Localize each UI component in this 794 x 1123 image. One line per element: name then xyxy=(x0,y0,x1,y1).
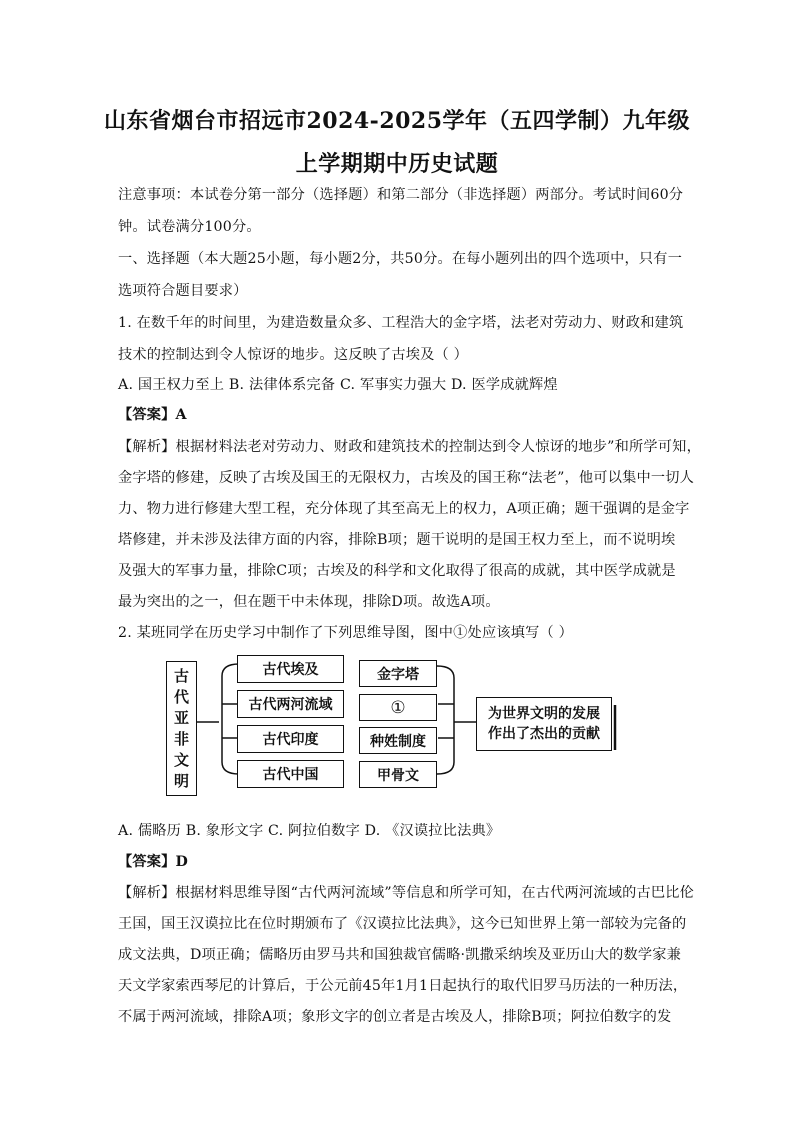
exam-title-line2: 上学期期中历史试题 xyxy=(295,151,499,177)
q1-analysis-line: 塔修建，并未涉及法律方面的内容，排除B项；题干说明的是国王权力至上，而不说明埃 xyxy=(118,532,676,548)
conclusion-line2: 作出了杰出的贡献 xyxy=(488,726,600,742)
section1-heading-line2: 选项符合题目要求） xyxy=(118,283,248,299)
civilization-box: 古代印度 xyxy=(237,725,344,753)
notice-line1: 注意事项：本试卷分第一部分（选择题）和第二部分（非选择题）两部分。考试时间60分 xyxy=(118,187,684,203)
q1-analysis-line: 及强大的军事力量，排除C项；古埃及的科学和文化取得了很高的成就，其中医学成就是 xyxy=(118,563,676,579)
q1-stem-line1: 1. 在数千年的时间里，为建造数量众多、工程浩大的金字塔，法老对劳动力、财政和建筑 xyxy=(118,315,684,331)
exam-title-line1: 山东省烟台市招远市2024-2025学年（五四学制）九年级 xyxy=(103,108,691,134)
q2-analysis-line: 王国，国王汉谟拉比在位时期颁布了《汉谟拉比法典》，这今已知世界上第一部较为完备的 xyxy=(118,916,687,932)
civilization-box: 古代埃及 xyxy=(237,655,344,683)
root-char: 文 xyxy=(173,750,189,769)
q2-analysis-line: 成文法典，D项正确；儒略历由罗马共和国独裁官儒略·凯撒采纳埃及亚历山大的数学家兼 xyxy=(118,947,682,963)
q2-options: A. 儒略历 B. 象形文字 C. 阿拉伯数字 D. 《汉谟拉比法典》 xyxy=(118,823,501,839)
q2-analysis-line: 天文学家索西琴尼的计算后，于公元前45年1月1日起执行的取代旧罗马历法的一种历法， xyxy=(118,978,688,994)
q2-answer: 【答案】D xyxy=(118,854,189,870)
q1-analysis-line: 【解析】根据材料法老对劳动力、财政和建筑技术的控制达到令人惊讶的地步”和所学可知， xyxy=(118,439,701,455)
q1-analysis-line: 力、物力进行修建大型工程，充分体现了其至高无上的权力，A项正确；题干强调的是金字 xyxy=(118,501,690,517)
q2-analysis-line: 不属于两河流域，排除A项；象形文字的创立者是古埃及人，排除B项；阿拉伯数字的发 xyxy=(118,1009,672,1025)
conclusion-box xyxy=(476,697,612,751)
root-char: 亚 xyxy=(173,708,189,727)
achievement-box: 金字塔 xyxy=(359,660,437,687)
root-char: 代 xyxy=(173,687,189,706)
civilization-box: 古代中国 xyxy=(237,760,344,788)
root-box-ancient-asia-africa xyxy=(166,661,197,796)
achievement-box: 甲骨文 xyxy=(359,761,437,788)
root-char: 明 xyxy=(173,771,189,790)
root-char: 古 xyxy=(173,666,189,685)
q1-analysis-line: 最为突出的之一，但在题干中未体现，排除D项。故选A项。 xyxy=(118,594,500,610)
civilization-box: 古代两河流域 xyxy=(237,690,344,718)
section1-heading-line1: 一、选择题（本大题25小题，每小题2分，共50分。在每小题列出的四个选项中，只有一 xyxy=(118,251,683,267)
conclusion-line1: 为世界文明的发展 xyxy=(488,706,600,722)
achievement-box: 种姓制度 xyxy=(359,727,437,754)
notice-line2: 钟。试卷满分100分。 xyxy=(118,219,261,235)
q2-analysis-line: 【解析】根据材料思维导图“古代两河流域”等信息和所学可知，在古代两河流域的古巴比伦 xyxy=(118,885,695,901)
q1-analysis-line: 金字塔的修建，反映了古埃及国王的无限权力，古埃及的国王称“法老”，他可以集中一切人 xyxy=(118,470,695,486)
mind-map-diagram xyxy=(164,652,624,797)
root-char: 非 xyxy=(173,729,189,748)
q1-options: A. 国王权力至上 B. 法律体系完备 C. 军事实力强大 D. 医学成就辉煌 xyxy=(118,377,558,393)
q1-stem-line2: 技术的控制达到令人惊讶的地步。这反映了古埃及（ ） xyxy=(118,347,469,363)
q2-stem: 2. 某班同学在历史学习中制作了下列思维导图，图中①处应该填写（ ） xyxy=(118,625,573,641)
q1-answer: 【答案】A xyxy=(118,407,187,423)
achievement-box-blank: ① xyxy=(359,694,437,721)
